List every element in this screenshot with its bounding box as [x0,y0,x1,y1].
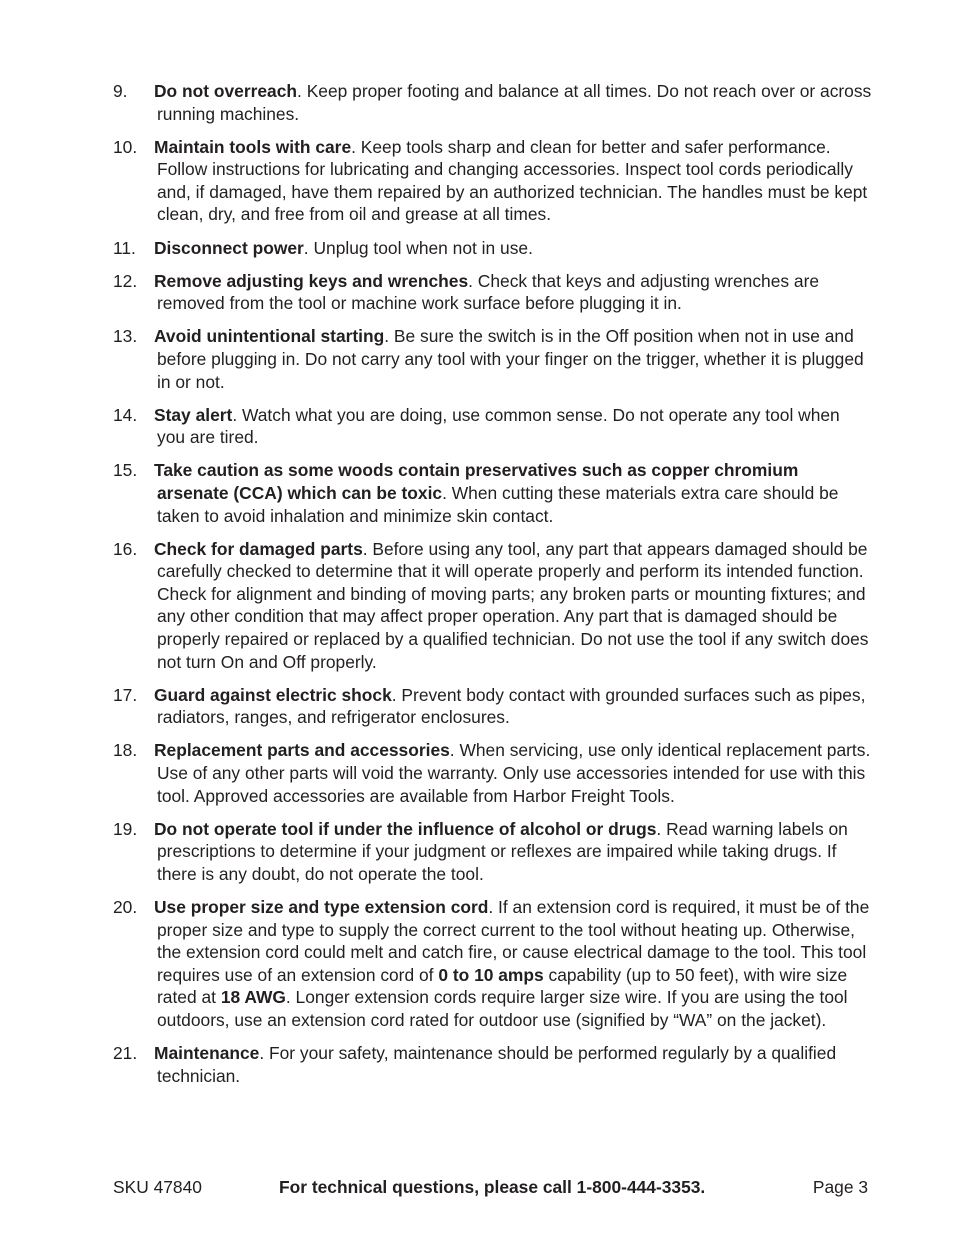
safety-rules-list [0,80,954,1098]
rule-text: . Keep tools sharp and clean for better and safer performance. Follow instructions for lubricating and changing accessories. Inspect tool cords periodically and, if damaged, have them repaired by an authorized technician. The handles must be kept clean, dry, and free from oil and grease at all times. [157,136,868,225]
rule-number: 16. [113,538,138,559]
rule-item [0,237,872,260]
rule-text: . Longer extension cords require larger size wire. If you are using the tool outdoors, use an extension cord rated for outdoor use (signified by “WA” on the jacket). [157,987,848,1030]
rule-text: . Unplug tool when not in use. [303,237,533,258]
rule-title: Maintenance [154,1042,260,1063]
rule-title: Avoid unintentional starting [154,326,385,347]
rule-title: Do not operate tool if under the influence of alcohol or drugs [154,818,657,839]
rule-number: 14. [113,404,138,425]
rule-title: Guard against electric shock [154,684,392,705]
rule-title: Maintain tools with care [154,136,352,157]
rule-item [0,325,872,393]
rule-number: 13. [113,326,138,347]
rule-title: Do not overreach [154,81,298,101]
rule-text: . Watch what you are doing, use common sense. Do not operate any tool when you are tired. [157,404,840,448]
rule-text: . Read warning labels on prescriptions to determine if your judgment or reflexes are impaired while taking drugs. If there is any doubt, do not operate the tool. [157,818,848,884]
rule-item [0,80,872,125]
rule-item [0,684,872,729]
rule-text: . For your safety, maintenance should be performed regularly by a qualified technician. [157,1042,837,1086]
footer-sku: SKU 47840 [113,1177,202,1197]
rule-title: Stay alert [154,404,233,425]
rule-number: 15. [113,460,138,481]
rule-item [0,896,872,1032]
rule-title: Disconnect power [154,237,304,258]
rule-number: 21. [113,1042,138,1063]
rule-item [0,459,872,527]
rule-title: Check for damaged parts [154,538,363,559]
rule-title: Remove adjusting keys and wrenches [154,270,469,291]
rule-item [0,538,872,674]
rule-title: Replacement parts and accessories [154,740,450,761]
rule-number: 11. [113,237,136,258]
rule-number: 19. [113,818,138,839]
rule-item [0,136,872,226]
rule-text: . Prevent body contact with grounded surfaces such as pipes, radiators, ranges, and refrigerator enclosures. [157,684,866,728]
rule-title: Use proper size and type extension cord [154,896,489,917]
footer-tech-support: For technical questions, please call 1-800-444-3353. [279,1177,706,1197]
rule-number: 9. [113,81,128,101]
rule-item [0,404,872,449]
rule-text: . If an extension cord is required, it must be of the proper size and type to supply the correct current to the tool without heating up. Otherwise, the extension cord could melt and catch fire, or cause electrical damage to the tool. This tool requires use of an extension cord of [157,896,870,985]
rule-text: . When servicing, use only identical replacement parts. Use of any other parts will void the warranty. Only use accessories intended for use with this tool. Approved accessories are available from Harbor Freight Tools. [157,740,871,806]
rule-item [0,818,872,886]
rule-text-emphasis: 18 AWG [220,987,286,1008]
rule-text: . Be sure the switch is in the Off position when not in use and before plugging in. Do not carry any tool with your finger on the trigger, whether it is plugged in or not. [157,326,864,392]
rule-item [0,739,872,807]
rule-text-emphasis: 0 to 10 amps [438,964,544,985]
rule-number: 20. [113,896,138,917]
rule-title: Take caution as some woods contain preservatives such as copper chromium arsenate (CCA) which can be toxic [154,460,799,503]
rule-text: . Keep proper footing and balance at all times. Do not reach over or across running machines. [157,81,872,124]
footer-page-number: Page 3 [812,1177,868,1197]
rule-text: capability (up to 50 feet), with wire size rated at [157,964,848,1008]
rule-text: . Before using any tool, any part that appears damaged should be carefully checked to determine that it will operate properly and perform its intended function. Check for alignment and binding of moving parts; any broken parts or mounting fixtures; and any other condition that may affect proper operation. Any part that is damaged should be properly repaired or replaced by a qualified technician. Do not use the tool if any switch does not turn On and Off properly. [157,538,869,672]
rule-number: 10. [113,136,138,157]
rule-text: . Check that keys and adjusting wrenches are removed from the tool or machine work surface before plugging it in. [157,270,820,314]
page-footer [0,1176,954,1200]
rule-number: 18. [113,740,138,761]
rule-number: 12. [113,270,138,291]
rule-number: 17. [113,684,138,705]
rule-item [0,270,872,315]
rule-item [0,1042,872,1087]
rule-text: . When cutting these materials extra care should be taken to avoid inhalation and minimize skin contact. [157,482,839,526]
